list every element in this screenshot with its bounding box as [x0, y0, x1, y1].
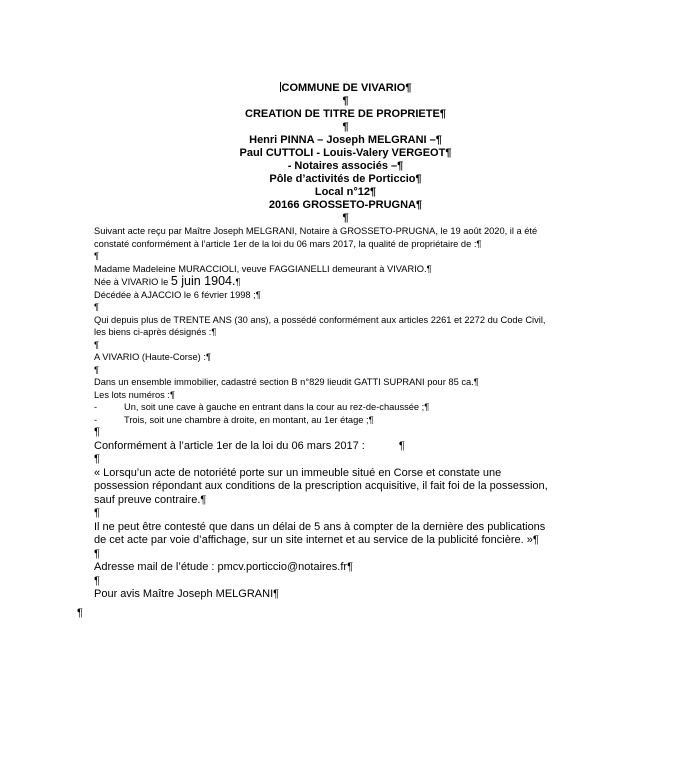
pilcrow-mark: ¶: [397, 160, 404, 172]
contest-paragraph: [94, 534, 597, 548]
pilcrow-mark: ¶: [405, 82, 412, 94]
text-segment: Paul CUTTOLI - Louis-Valery VERGEOT: [239, 147, 446, 159]
text-segment: Dans un ensemble immobilier, cadastré section B n°829 lieudit GATTI SUPRANI pour 85 ca.: [94, 377, 474, 387]
pilcrow-mark: ¶: [347, 561, 353, 573]
text-segment: Local n°12: [314, 186, 370, 198]
pilcrow-mark: ¶: [342, 212, 349, 224]
email-text: Adresse mail de l’étude : pmcv.porticcio@notaires.fr: [94, 561, 348, 573]
text-segment: COMMUNE DE VIVARIO: [281, 82, 406, 94]
empty-line: [94, 301, 597, 314]
text-segment: Pôle d’activités de Porticcio: [269, 173, 416, 185]
pilcrow-mark: ¶: [476, 238, 482, 249]
empty-line: [94, 339, 597, 352]
title-commune: [94, 82, 597, 95]
text-segment: Décédée à AJACCIO le 6 février 1998 ;: [94, 289, 256, 300]
notaries-line-2: [94, 147, 597, 160]
text-segment: Suivant acte reçu par Maître Joseph MELGRANI, Notaire à GROSSETO-PRUGNA, le 19 août 2020, il a été: [94, 226, 538, 236]
lot-item-2: [94, 414, 597, 427]
pilcrow-mark: ¶: [532, 534, 539, 546]
pilcrow-mark: ¶: [368, 414, 374, 425]
pilcrow-mark: ¶: [235, 277, 241, 287]
pilcrow-mark: ¶: [424, 402, 430, 412]
list-dash: -: [94, 414, 98, 425]
text-segment: de cet acte par voie d’affichage, sur un site internet et au service de la publicité foncière. »: [94, 534, 533, 546]
pilcrow-mark: ¶: [370, 186, 377, 198]
lot-item-1: [94, 401, 597, 414]
text-segment: Trois, soit une chambre à droite, en montant, au 1er étage ;: [124, 414, 369, 425]
empty-line: [94, 212, 597, 225]
pilcrow-mark: ¶: [473, 377, 479, 387]
pilcrow-mark: ¶: [200, 493, 207, 506]
pilcrow-mark: ¶: [398, 439, 405, 452]
empty-line: [94, 548, 597, 562]
empty-line: [94, 426, 597, 440]
possession-paragraph: [94, 326, 597, 339]
title-creation: [94, 108, 597, 121]
pilcrow-mark: ¶: [94, 547, 100, 560]
possession-paragraph: [94, 314, 597, 327]
text-segment: Les lots numéros :: [94, 389, 170, 400]
quote-paragraph: [94, 494, 597, 508]
address-line-3: [94, 199, 597, 212]
document-page: [77, 82, 597, 620]
pilcrow-mark: ¶: [94, 507, 100, 519]
pilcrow-mark: ¶: [273, 588, 280, 600]
text-segment: Il ne peut être contesté que dans un délai de 5 ans à compter de la dernière des publications: [94, 520, 546, 533]
pilcrow-mark: ¶: [426, 263, 432, 274]
quote-paragraph: [94, 480, 597, 494]
pilcrow-mark: ¶: [94, 426, 100, 438]
pilcrow-mark: ¶: [445, 147, 452, 159]
pilcrow-mark: ¶: [255, 289, 261, 300]
text-segment: Née à VIVARIO le: [94, 277, 171, 287]
text-segment: Henri PINNA – Joseph MELGRANI –: [249, 134, 436, 146]
text-segment: Conformément à l’article 1er de la loi du 06 mars 2017 :: [94, 439, 365, 452]
birth-line: [94, 275, 597, 289]
pilcrow-mark: ¶: [94, 339, 99, 350]
list-dash: -: [94, 402, 98, 412]
text-segment: « Lorsqu’un acte de notoriété porte sur un immeuble situé en Corse et constate une: [94, 466, 502, 479]
cadastre-line: [94, 376, 597, 389]
text-segment: - Notaires associés –: [287, 160, 398, 172]
text-segment: Madame Madeleine MURACCIOLI, veuve FAGGIANELLI demeurant à VIVARIO.: [94, 263, 427, 274]
signature-line: [94, 588, 597, 602]
pilcrow-mark: ¶: [94, 364, 99, 375]
pilcrow-mark: ¶: [439, 108, 446, 120]
empty-line: [94, 575, 597, 589]
pilcrow-mark: ¶: [435, 134, 442, 146]
empty-line: [94, 95, 597, 108]
birth-date-emphasis: 5 juin 1904.: [170, 274, 236, 288]
intro-paragraph: [94, 238, 597, 251]
text-segment: A VIVARIO (Haute-Corse) :: [94, 352, 206, 362]
empty-line: [94, 364, 597, 377]
notaries-line-1: [94, 134, 597, 147]
text-segment: constaté conformément à l’article 1er de la loi du 06 mars 2017, la qualité de propriétaire de :: [94, 238, 477, 249]
pilcrow-mark: ¶: [416, 199, 423, 211]
pilcrow-mark: ¶: [94, 302, 99, 312]
text-segment: 20166 GROSSETO-PRUGNA: [268, 199, 416, 211]
notaries-line-3: [94, 160, 597, 173]
empty-line: [94, 507, 597, 521]
pilcrow-mark: ¶: [342, 95, 349, 107]
location-line: [94, 351, 597, 364]
text-segment: les biens ci-après désignés :: [94, 327, 212, 337]
law-reference-line: [94, 440, 597, 454]
contest-paragraph: [94, 521, 597, 535]
empty-line: [77, 607, 597, 621]
pilcrow-mark: ¶: [211, 327, 217, 337]
text-segment: sauf preuve contraire.: [94, 493, 201, 506]
pilcrow-mark: ¶: [169, 389, 175, 400]
text-segment: Qui depuis plus de TRENTE ANS (30 ans), a possédé conformément aux articles 2261 et 2272 du Code Civil,: [94, 314, 546, 325]
pilcrow-mark: ¶: [77, 606, 83, 619]
text-segment: Pour avis Maître Joseph MELGRANI: [94, 588, 274, 600]
pilcrow-mark: ¶: [342, 121, 349, 133]
quote-paragraph: [94, 467, 597, 481]
pilcrow-mark: ¶: [94, 251, 99, 261]
empty-line: [94, 453, 597, 467]
address-line-2: [94, 186, 597, 199]
pilcrow-mark: ¶: [94, 574, 100, 587]
email-line: [94, 561, 597, 575]
text-segment: Un, soit une cave à gauche en entrant dans la cour au rez-de-chaussée ;: [124, 402, 425, 412]
text-segment: possession répondant aux conditions de la prescription acquisitive, il fait foi de la possession,: [94, 480, 548, 492]
lots-heading: [94, 389, 597, 402]
text-cursor-icon: [280, 82, 281, 92]
owner-line: [94, 263, 597, 276]
pilcrow-mark: ¶: [205, 352, 211, 362]
empty-line: [94, 250, 597, 263]
address-line-1: [94, 173, 597, 186]
text-segment: CREATION DE TITRE DE PROPRIETE: [245, 108, 440, 120]
empty-line: [94, 121, 597, 134]
pilcrow-mark: ¶: [415, 173, 422, 185]
intro-paragraph: [94, 225, 597, 238]
pilcrow-mark: ¶: [94, 453, 100, 465]
death-line: [94, 289, 597, 302]
